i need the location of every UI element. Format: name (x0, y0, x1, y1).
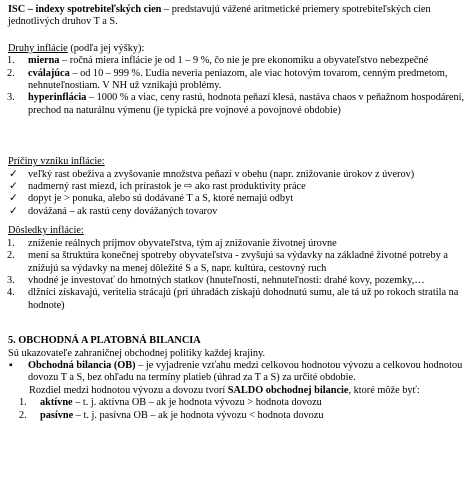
ob-list (7, 360, 468, 385)
ob-text: – je vyjadrenie vzťahu medzi celkovou hodnotou vývozu a celkovou hodnotou dovozu T a S, bez ohľadu na termíny platieb (úhrad za T a S) za určité obdobie. (28, 359, 463, 384)
list-item (7, 275, 468, 287)
item-text: – t. j. pasívna OB – ak je hodnota vývozu < hodnota dovozu (73, 409, 324, 421)
item-term: mierna (28, 55, 60, 67)
list-item (7, 169, 468, 181)
priciny-heading: Príčiny vzniku inflácie: (8, 156, 105, 168)
item-text: zníženie reálnych príjmov obyvateľstva, tým aj znižovanie životnej úrovne (28, 237, 337, 249)
list-item (19, 410, 468, 422)
item-number: 2. (7, 67, 15, 79)
list-item (19, 397, 468, 409)
section-5-heading: 5. OBCHODNÁ A PLATOBNÁ BILANCIA (8, 335, 201, 347)
list-item (7, 92, 468, 117)
list-item (7, 287, 468, 312)
list-item (7, 238, 468, 250)
item-text: veľký rast obeživa a zvyšovanie množstva peňazí v obehu (napr. znižovanie úrokov z úverov) (28, 168, 415, 180)
dosledky-heading: Dôsledky inflácie: (8, 225, 84, 237)
list-item (7, 55, 468, 67)
checkmark-icon: ✓ (9, 181, 18, 193)
item-text: dlžníci získavajú, veritelia strácajú (pri úhradách získajú dohodnutú sumu, ale tá už po rokoch stratila na hodnote) (28, 287, 459, 311)
checkmark-icon: ✓ (9, 168, 18, 180)
saldo-pre: Rozdiel medzi hodnotou vývozu a dovozu tvorí (29, 384, 228, 396)
item-text: nadmerný rast miezd, ich prírastok je ⇨ ako rast produktivity práce (28, 181, 306, 193)
isc-text: – predstavujú vážené aritmetické priemery spotrebiteľských cien jednotlivých druhov T a S. (8, 4, 431, 28)
item-number: 1. (7, 55, 15, 67)
list-item (7, 360, 468, 385)
druhy-heading-rest: (podľa jej výšky): (67, 42, 145, 54)
square-bullet-icon: ▪ (9, 359, 13, 371)
list-item (7, 181, 468, 193)
list-item (7, 193, 468, 205)
saldo-list (7, 397, 468, 422)
item-text: vhodné je investovať do hmotných statkov (hnuteľnosti, nehnuteľnosti: drahé kovy, pozemky,… (28, 274, 425, 286)
saldo-paragraph (8, 385, 468, 397)
item-number: 3. (7, 274, 15, 286)
item-text: – ročná miera inflácie je od 1 – 9 %, čo nie je pre ekonomiku a obyvateľstvo nebezpečné (59, 55, 429, 67)
ob-term: Obchodná bilancia (OB) (28, 359, 136, 371)
item-number: 4. (7, 287, 15, 299)
item-term: pasívne (40, 409, 74, 421)
item-number: 3. (7, 92, 15, 104)
saldo-post: , ktoré môže byť: (348, 384, 420, 396)
checkmark-icon: ✓ (9, 205, 18, 217)
druhy-heading-label: Druhy inflácie (8, 42, 68, 54)
druhy-heading (8, 43, 468, 55)
list-item (7, 250, 468, 275)
item-text: dovážaná – ak rastú ceny dovážaných tovarov (28, 205, 218, 217)
isc-term: ISC – indexy spotrebiteľských cien (8, 4, 162, 15)
druhy-list (7, 55, 468, 117)
checkmark-icon: ✓ (9, 193, 18, 205)
item-number: 2. (7, 250, 15, 262)
item-text: mení sa štruktúra konečnej spotreby obyvateľstva - zvyšujú sa výdavky na základné životné potreby a znižujú sa výdavky na menej dôležité S a S, napr. kultúra, cestovný ruch (28, 250, 448, 274)
item-text: – 1000 % a viac, ceny rastú, hodnota peňazí klesá, nastáva chaos v peňažnom hospodárení, prechod na naturálnu výmenu (je typická pre vojnové a povojnové obdobie) (28, 92, 465, 116)
saldo-term: SALDO obchodnej bilancie (227, 384, 349, 396)
item-term: hyperinflácia (28, 92, 87, 104)
dosledky-list (7, 238, 468, 312)
item-term: cválajúca (28, 67, 70, 79)
item-term: aktívne (40, 397, 73, 409)
section-5-intro: Sú ukazovateľe zahraničnej obchodnej politiky každej krajiny. (8, 347, 266, 359)
list-item (7, 206, 468, 218)
priciny-list (7, 169, 468, 219)
item-number: 2. (19, 409, 27, 421)
item-number: 1. (7, 237, 15, 249)
item-text: – od 10 – 999 %. Ľudia neveria peniazom, ale viac hotovým tovarom, cenným predmetom, nehnuteľnostiam. V NH už vznikajú problémy. (28, 67, 448, 92)
item-number: 1. (19, 397, 27, 409)
isc-paragraph (8, 4, 468, 29)
list-item (7, 68, 468, 93)
item-text: dopyt je > ponuka, alebo sú dodávané T a S, ktoré nemajú odbyt (28, 193, 294, 205)
item-text: – t. j. aktívna OB – ak je hodnota vývozu > hodnota dovozu (72, 397, 322, 409)
